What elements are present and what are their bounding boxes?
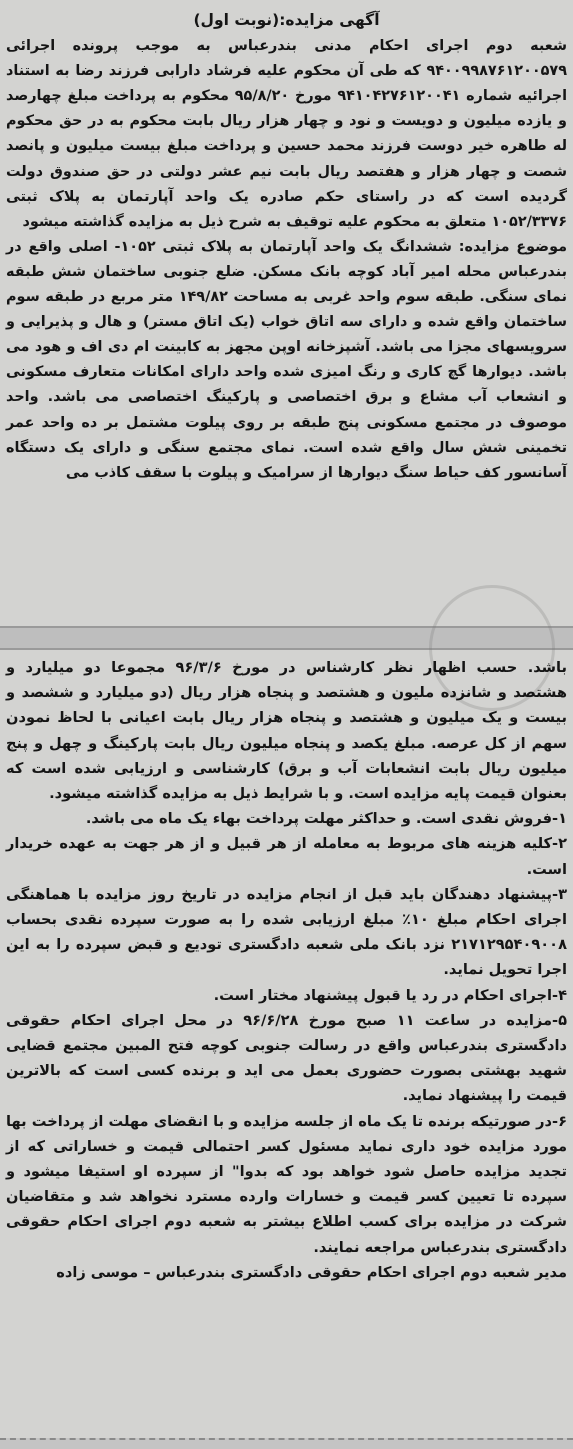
auction-subject-paragraph: موضوع مزایده: ششدانگ یک واحد آپارتمان به پلاک ثبتی ۱۰۵۲- اصلی واقع در بندرعباس محله امیر آباد کوچه بانک مسکن. ضلع جنوبی ساختمان شش طبقه نمای سنگی. طبقه سوم واحد غربی به مساحت ۱۴۹/۸۲ متر مربع در طبقه سوم ساختمان واقع شده و دارای سه اتاق خواب (یک اتاق مستر) و هال و پذیرایی و سرویسهای مجزا می باشد. آشپزخانه اوپن مجهز به کابینت ام دی اف و هود می باشد. دیوارها گچ کاری و رنگ امیزی شده واحد دارای امکانات متعارف مسکونی و انشعاب آب مشاع و برق اختصاصی و پارکینگ اختصاصی می باشد. واحد موصوف در مجتمع مسکونی پنج طبقه بر روی پیلوت مشتمل بر ده واحد عمر تخمینی شش سال واقع شده است. نمای مجتمع سنگی و دارای یک دستگاه آسانسور کف حیاط سنگ دیوارها از سرامیک و پیلوت با سقف کاذب می [6, 238, 567, 481]
condition-item: ۲-کلیه هزینه های مربوط به معامله از هر قبیل و از هر جهت به عهده خریدار است. [6, 835, 567, 878]
clipping-bottom-edge [0, 1438, 573, 1449]
notice-signature: مدیر شعبه دوم اجرای احکام حقوقی دادگستری بندرعباس – موسی زاده [56, 1263, 567, 1281]
condition-item: ۵-مزایده در ساعت ۱۱ صبح مورخ ۹۶/۶/۲۸ در محل اجرای احکام حقوقی دادگستری بندرعباس واقع در رسالت جنوبی کوچه فتح المبین مجتمع قضایی شهید بهشتی بصورت حضوری بعمل می اید و برنده کسی است که بالاترین قیمت را پیشنهاد نماید. [6, 1011, 567, 1105]
condition-item: ۶-در صورتیکه برنده تا یک ماه از جلسه مزایده و با انقضای مهلت از پرداخت بها مورد مزایده خود داری نماید مسئول کسر احتمالی قیمت و خساراتی که از تجدید مزایده حاصل شود خواهد بود که بدوا" از سپرده او استیفا میشود و سپرده تا تعیین کسر قیمت و خسارات وارده مسترد نخواهد شد و متقاضیان شرکت در مزایده برای کسب اطلاع بیشتر به شعبه دوم اجرای احکام حقوقی دادگستری بندرعباس مراجعه نمایند. [6, 1112, 567, 1256]
notice-intro-paragraph: شعبه دوم اجرای احکام مدنی بندرعباس به موجب پرونده اجرائی ۹۴۰۰۹۹۸۷۶۱۲۰۰۵۷۹ که طی آن محکوم علیه فرشاد دارابی فرزند رضا به استناد اجرائیه شماره ۹۴۱۰۴۲۷۶۱۲۰۰۴۱ مورخ ۹۵/۸/۲۰ محکوم به پرداخت مبلغ چهارصد و یازده میلیون و دویست و نود و چهار هزار ریال بابت محکوم به در حق محکوم له طاهره خیر دوست فرزند محمد حسین و پرداخت مبلغ بیست میلیون و پانصد شصت و چهار هزار و هفتصد ریال بابت نیم عشر دولتی در حق صندوق دولت گردیده است که در راستای حکم صادره یک واحد آپارتمان به پلاک ثبتی ۱۰۵۲/۳۳۷۶ متعلق به محکوم علیه توقیف به شرح ذیل به مزایده گذاشته میشود [6, 38, 568, 230]
condition-item: ۱-فروش نقدی است. و حداکثر مهلت پرداخت بهاء یک ماه می باشد. [85, 810, 567, 828]
notice-column-bottom [6, 655, 567, 1433]
condition-item: ۳-پیشنهاد دهندگان باید قبل از انجام مزایده در تاریخ روز مزایده با هماهنگی اجرای احکام مبلغ ۱۰٪ مبلغ ارزیابی شده را به صورت سپرده نقدی بحساب ۲۱۷۱۲۹۵۴۰۹۰۰۸ نزد بانک ملی شعبه دادگستری تودیع و قبض سپرده را به این اجرا تحویل نماید. [6, 885, 567, 979]
condition-item: ۴-اجرای احکام در رد یا قبول پیشنهاد مختار است. [213, 986, 567, 1004]
notice-title: آگهی مزایده:(نوبت اول) [193, 11, 380, 29]
notice-column-top [6, 8, 567, 620]
valuation-paragraph: باشد. حسب اظهار نظر کارشناس در مورخ ۹۶/۳/۶ مجموعا دو میلیارد و هشتصد و شانزده ملیون و هشتصد و پنجاه هزار ریال (دو میلیارد و ششصد و بیست و یک میلیون و هشتصد و پنجاه هزار ریال بابت اعیانی با لحاظ نمودن سهم از کل عرصه. مبلغ یکصد و پنجاه میلیون ریال بابت پارکینگ و چهل و پنج میلیون ریال بابت انشعابات آب و برق) کارشناسی و ارزیابی شده است که بعنوان قیمت پایه مزایده است. و با شرایط ذیل به مزایده گذاشته میشود. [6, 659, 567, 803]
column-fold-divider [0, 626, 573, 650]
